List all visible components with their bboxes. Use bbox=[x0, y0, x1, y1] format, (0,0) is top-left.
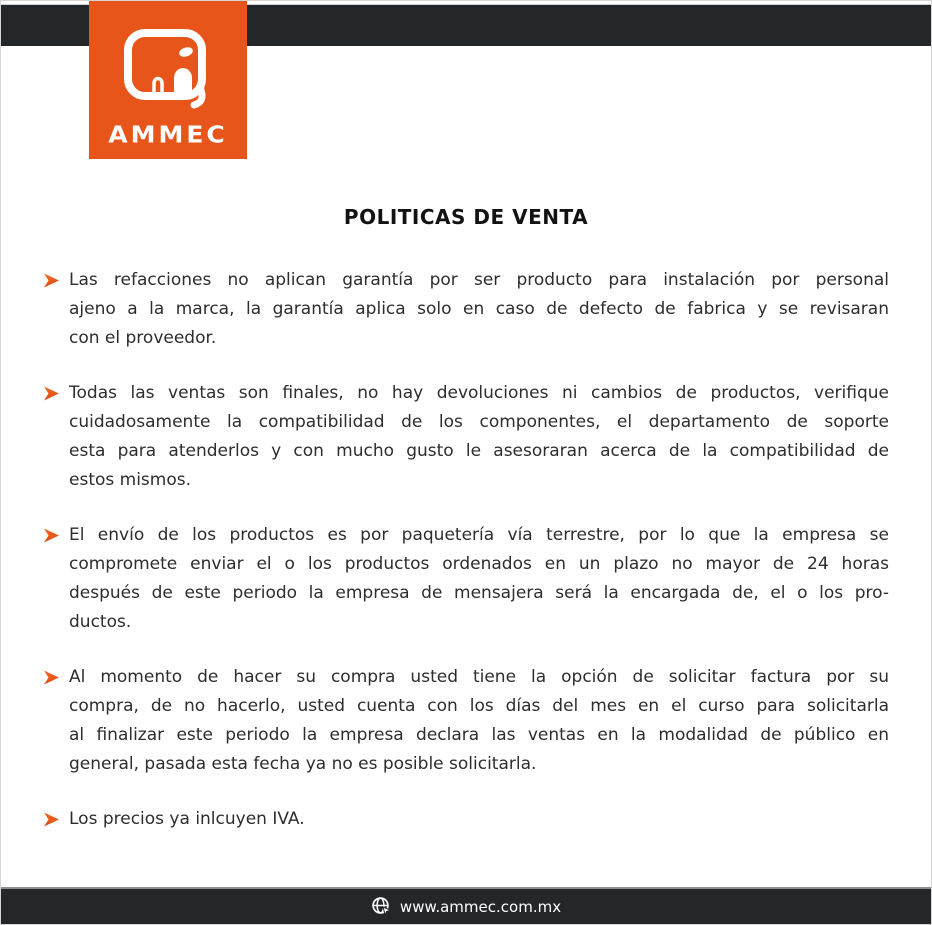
bullet-arrow-icon bbox=[43, 379, 69, 495]
footer-bar bbox=[1, 887, 931, 924]
policy-line: después de este periodo la empresa de mensajera será la encargada de, el o los pro- bbox=[69, 583, 889, 603]
policy-text bbox=[69, 266, 889, 353]
policy-text bbox=[69, 663, 889, 779]
globe-cursor-icon bbox=[371, 896, 392, 917]
policy-list bbox=[43, 266, 889, 860]
policy-line: al finalizar este periodo la empresa declara las ventas en la modalidad de público en bbox=[69, 725, 889, 745]
policy-item bbox=[43, 805, 889, 834]
policy-line: general, pasada esta fecha ya no es posible solicitarla. bbox=[69, 754, 537, 774]
policy-text bbox=[69, 379, 889, 495]
policy-line: ductos. bbox=[69, 612, 132, 632]
policy-item bbox=[43, 266, 889, 353]
bullet-arrow-icon bbox=[43, 663, 69, 779]
policy-line: con el proveedor. bbox=[69, 328, 217, 348]
brand-wordmark: AMMEC bbox=[108, 121, 228, 148]
policy-line: ajeno a la marca, la garantía aplica solo en caso de defecto de fabrica y se revisaran bbox=[69, 299, 889, 319]
policy-line: esta para atenderlos y con mucho gusto le asesoraran acerca de la compatibilidad de bbox=[69, 441, 889, 461]
elephant-icon bbox=[120, 26, 216, 114]
footer-website: www.ammec.com.mx bbox=[399, 897, 562, 916]
policy-line: Los precios ya inlcuyen IVA. bbox=[69, 809, 305, 829]
policy-line: Las refacciones no aplican garantía por ser producto para instalación por personal bbox=[69, 270, 889, 290]
page-title: POLITICAS DE VENTA bbox=[343, 205, 589, 229]
policy-line: cuidadosamente la compatibilidad de los componentes, el departamento de soporte bbox=[69, 412, 889, 432]
policy-line: compromete enviar el o los productos ordenados en un plazo no mayor de 24 horas bbox=[69, 554, 889, 574]
policy-text bbox=[69, 521, 889, 637]
policy-item bbox=[43, 521, 889, 637]
policy-line: Al momento de hacer su compra usted tiene la opción de solicitar factura por su bbox=[69, 667, 889, 687]
bullet-arrow-icon bbox=[43, 521, 69, 637]
policy-text bbox=[69, 805, 889, 834]
brand-logo bbox=[89, 1, 247, 159]
policy-line: estos mismos. bbox=[69, 470, 192, 490]
policy-item bbox=[43, 379, 889, 495]
policy-item bbox=[43, 663, 889, 779]
policy-line: El envío de los productos es por paquetería vía terrestre, por lo que la empresa se bbox=[69, 525, 889, 545]
bullet-arrow-icon bbox=[43, 266, 69, 353]
policy-line: compra, de no hacerlo, usted cuenta con los días del mes en el curso para solicitarla bbox=[69, 696, 889, 716]
policy-line: Todas las ventas son finales, no hay devoluciones ni cambios de productos, verifique bbox=[69, 383, 889, 403]
bullet-arrow-icon bbox=[43, 805, 69, 834]
